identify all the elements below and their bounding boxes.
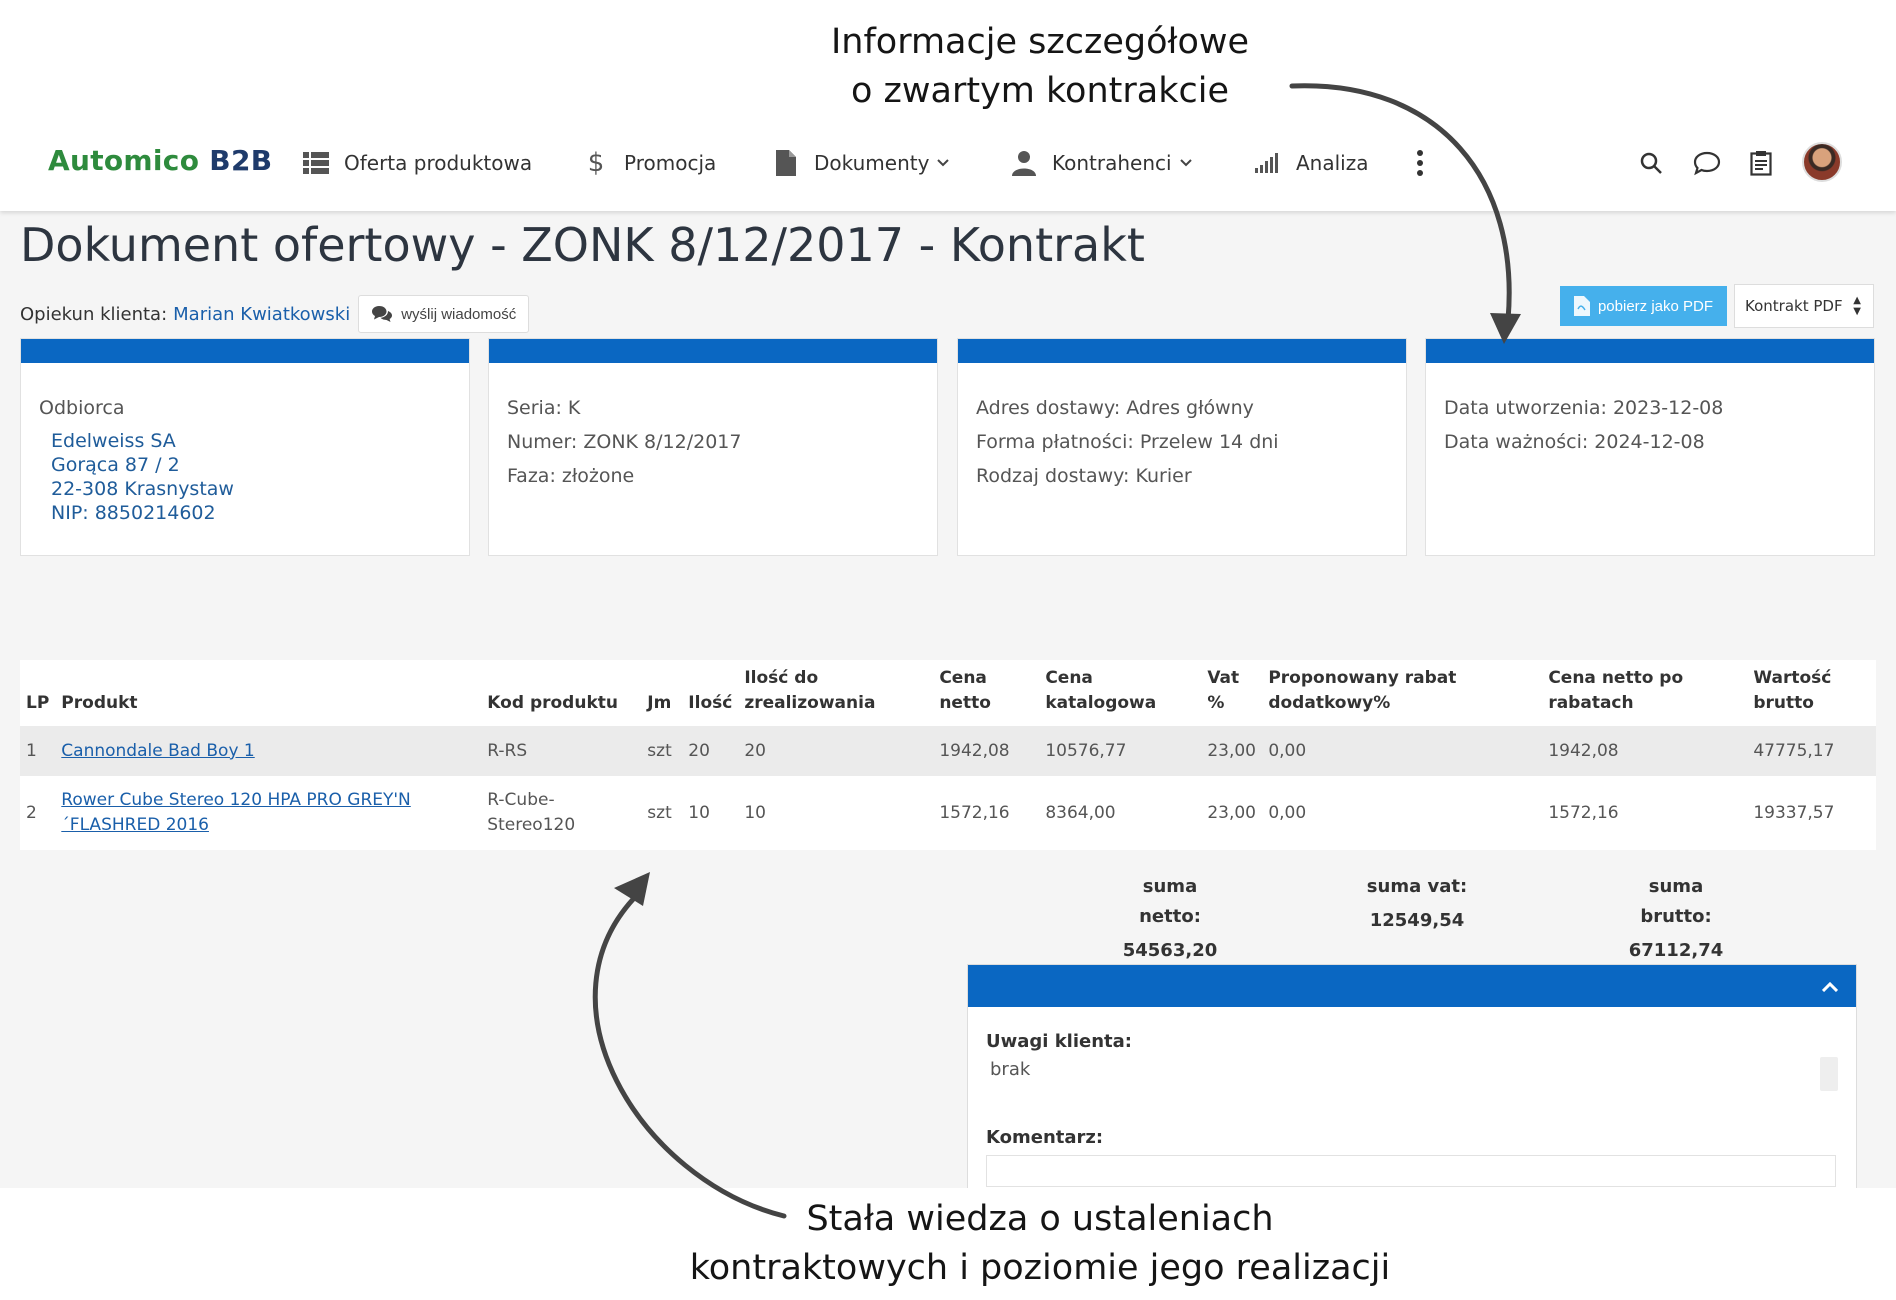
card-header-bar <box>1426 339 1874 363</box>
send-message-button[interactable] <box>358 295 529 333</box>
document-series: Seria: K <box>507 397 581 419</box>
document-number: Numer: ZONK 8/12/2017 <box>507 431 742 453</box>
comments-icon <box>371 305 393 323</box>
search-icon[interactable] <box>1636 148 1666 178</box>
cell-net: 1572,16 <box>933 776 1039 850</box>
chevron-down-icon <box>1180 155 1192 171</box>
col-catalog <box>1039 660 1201 726</box>
download-pdf-button[interactable] <box>1560 286 1727 326</box>
brand-logo[interactable] <box>48 144 272 177</box>
chat-bubble-icon[interactable] <box>1692 148 1722 178</box>
col-unit: Jm <box>641 660 682 726</box>
comment-textarea[interactable] <box>986 1155 1836 1187</box>
recipient-address <box>39 429 451 525</box>
chevron-up-icon[interactable] <box>1822 977 1838 996</box>
nav-label: Dokumenty <box>814 151 930 175</box>
more-vertical-icon[interactable] <box>1408 148 1432 178</box>
comment-label: Komentarz: <box>986 1127 1104 1148</box>
client-notes-label: Uwagi klienta: <box>986 1031 1132 1052</box>
header-line: katalogowa <box>1045 693 1157 713</box>
signal-bars-icon <box>1254 149 1282 177</box>
nav-item-promocja[interactable] <box>582 148 716 178</box>
nav-label: Oferta produktowa <box>344 151 533 175</box>
dollar-icon: $ <box>587 148 605 178</box>
user-avatar[interactable] <box>1802 142 1842 182</box>
header-line: Wartość <box>1753 668 1832 688</box>
col-net-after <box>1542 660 1747 726</box>
cell-discount: 0,00 <box>1262 726 1542 776</box>
cell-to-realize: 10 <box>738 776 933 850</box>
annotation-top-line1: Informacje szczegółowe <box>830 22 1250 62</box>
sum-vat <box>1362 872 1472 936</box>
created-date: Data utworzenia: 2023-12-08 <box>1444 397 1724 419</box>
code-line: Stereo120 <box>487 815 576 835</box>
product-link[interactable] <box>61 790 410 835</box>
document-phase: Faza: złożone <box>507 465 635 487</box>
cell-net-after: 1572,16 <box>1542 776 1747 850</box>
download-pdf-label: pobierz jako PDF <box>1597 297 1714 315</box>
document-icon <box>772 149 800 177</box>
card-header-bar <box>489 339 937 363</box>
recipient-nip: NIP: 8850214602 <box>51 502 216 524</box>
col-net <box>933 660 1039 726</box>
recipient-city: 22-308 Krasnystaw <box>51 478 234 500</box>
header-line: zrealizowania <box>744 693 876 713</box>
header-line: Proponowany rabat <box>1268 668 1457 688</box>
nav-label: Kontrahenci <box>1052 151 1172 175</box>
cell-vat: 23,00 <box>1201 726 1262 776</box>
header-line: Cena netto po <box>1548 668 1684 688</box>
products-table <box>20 660 1876 850</box>
cell-gross: 19337,57 <box>1747 776 1876 850</box>
cell-unit: szt <box>641 726 682 776</box>
recipient-card <box>20 338 470 556</box>
annotation-bottom-line2: kontraktowych i poziomie jego realizacji <box>689 1248 1391 1288</box>
page-title: Dokument ofertowy - ZONK 8/12/2017 - Kontrakt <box>20 218 1145 272</box>
delivery-type: Rodzaj dostawy: Kurier <box>976 465 1192 487</box>
header-line: Cena <box>939 668 987 688</box>
clipboard-icon[interactable] <box>1746 148 1776 178</box>
client-guardian <box>20 295 529 333</box>
cell-catalog: 8364,00 <box>1039 776 1201 850</box>
cell-catalog: 10576,77 <box>1039 726 1201 776</box>
product-name-line: ´FLASHRED 2016 <box>61 815 209 835</box>
table-header-row <box>20 660 1876 726</box>
card-header-bar <box>958 339 1406 363</box>
guardian-label: Opiekun klienta: <box>20 303 168 325</box>
col-product: Produkt <box>55 660 481 726</box>
annotation-bottom <box>640 1195 1440 1293</box>
nav-label: Promocja <box>624 151 717 175</box>
sum-net <box>1110 872 1230 966</box>
header-line: Cena <box>1045 668 1093 688</box>
select-arrows-icon: ▲ ▼ <box>1853 295 1861 317</box>
dates-card <box>1425 338 1875 556</box>
annotation-bottom-line1: Stała wiedza o ustaleniach <box>806 1199 1274 1239</box>
recipient-title: Odbiorca <box>39 397 125 419</box>
pdf-type-value: Kontrakt PDF <box>1745 297 1843 315</box>
recipient-name: Edelweiss SA <box>51 430 176 452</box>
user-icon <box>1010 149 1038 177</box>
annotation-top-line2: o zwartym kontrakcie <box>851 71 1229 111</box>
pdf-type-select[interactable] <box>1734 284 1874 328</box>
header-line: brutto <box>1753 693 1814 713</box>
nav-label: Analiza <box>1296 151 1369 175</box>
cell-to-realize: 20 <box>738 726 933 776</box>
cell-product <box>55 776 481 850</box>
sum-vat-value: 12549,54 <box>1369 910 1465 931</box>
delivery-address: Adres dostawy: Adres główny <box>976 397 1254 419</box>
header-line: Ilość do <box>744 668 819 688</box>
brand-part2: B2B <box>209 144 273 177</box>
cell-code: R-RS <box>481 726 641 776</box>
header-line: rabatach <box>1548 693 1634 713</box>
table-row <box>20 726 1876 776</box>
sum-vat-label: suma vat: <box>1366 876 1468 897</box>
cell-qty: 10 <box>682 776 738 850</box>
cell-gross: 47775,17 <box>1747 726 1876 776</box>
col-to-realize <box>738 660 933 726</box>
sum-gross-value: 67112,74 <box>1628 940 1724 961</box>
cell-qty: 20 <box>682 726 738 776</box>
cell-code <box>481 776 641 850</box>
product-link[interactable]: Cannondale Bad Boy 1 <box>61 740 255 761</box>
client-notes-value: brak <box>990 1059 1031 1080</box>
annotation-top <box>780 18 1300 116</box>
col-code: Kod produktu <box>481 660 641 726</box>
sum-net-value: 54563,20 <box>1122 940 1218 961</box>
guardian-name-link[interactable]: Marian Kwiatkowski <box>173 303 351 325</box>
document-card <box>488 338 938 556</box>
recipient-street: Gorąca 87 / 2 <box>51 454 180 476</box>
chevron-down-icon <box>937 155 949 171</box>
brand-part1: Automico <box>48 144 200 177</box>
sum-gross <box>1614 872 1738 966</box>
app-window <box>0 118 1896 1188</box>
cell-product <box>55 726 481 776</box>
cell-lp: 1 <box>20 726 55 776</box>
sum-gross-label: suma brutto: <box>1640 876 1712 927</box>
product-name-line: Rower Cube Stereo 120 HPA PRO GREY'N <box>61 790 411 810</box>
delivery-card <box>957 338 1407 556</box>
col-qty: Ilość <box>682 660 738 726</box>
notes-panel <box>967 964 1857 1188</box>
col-discount <box>1262 660 1542 726</box>
notes-scrollbar[interactable] <box>1820 1057 1838 1091</box>
col-lp: LP <box>20 660 55 726</box>
cell-unit: szt <box>641 776 682 850</box>
list-icon <box>302 149 330 177</box>
code-line: R-Cube- <box>487 790 555 810</box>
nav-item-analiza[interactable] <box>1254 148 1368 178</box>
payment-method: Forma płatności: Przelew 14 dni <box>976 431 1279 453</box>
table-row <box>20 776 1876 850</box>
header-line: Vat <box>1207 668 1240 688</box>
sum-net-label: suma netto: <box>1139 876 1201 927</box>
cell-vat: 23,00 <box>1201 776 1262 850</box>
cell-discount: 0,00 <box>1262 776 1542 850</box>
cell-net-after: 1942,08 <box>1542 726 1747 776</box>
cell-lp: 2 <box>20 776 55 850</box>
send-message-label: wyślij wiadomość <box>401 305 517 323</box>
pdf-file-icon <box>1574 296 1590 316</box>
header-line: netto <box>939 693 991 713</box>
nav-item-oferta[interactable] <box>302 148 532 178</box>
nav-item-kontrahenci[interactable] <box>1010 148 1192 178</box>
header-line: dodatkowy% <box>1268 693 1391 713</box>
cell-net: 1942,08 <box>933 726 1039 776</box>
header-line: % <box>1207 693 1225 713</box>
col-vat <box>1201 660 1262 726</box>
top-navbar <box>0 118 1896 211</box>
nav-item-dokumenty[interactable] <box>772 148 949 178</box>
notes-panel-header[interactable] <box>968 965 1856 1007</box>
valid-date: Data ważności: 2024-12-08 <box>1444 431 1705 453</box>
card-header-bar <box>21 339 469 363</box>
col-gross <box>1747 660 1876 726</box>
